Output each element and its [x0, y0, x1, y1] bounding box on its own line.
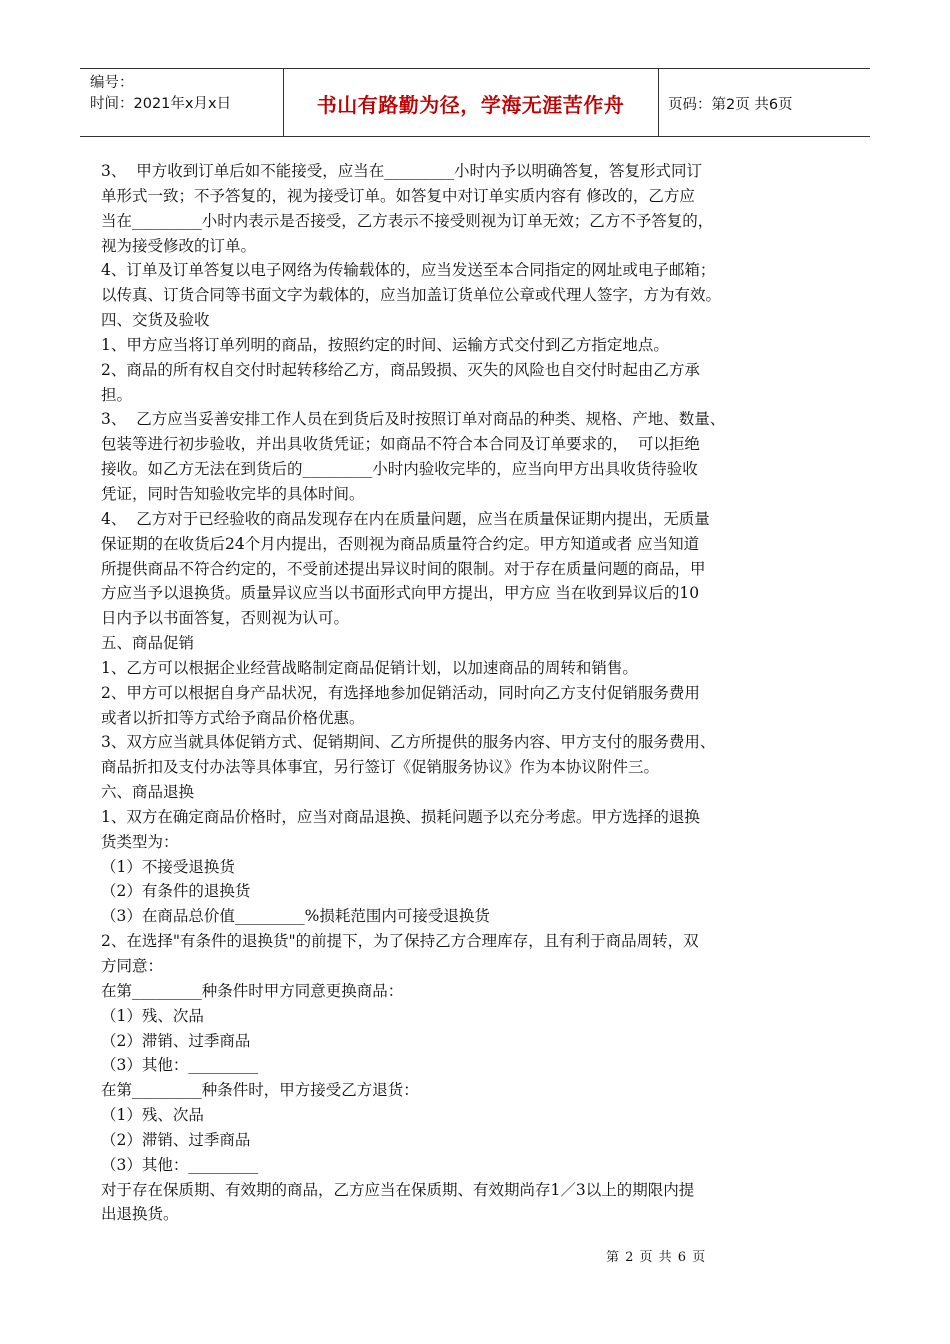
text-line: 接收。如乙方无法在到货后的_________小时内验收完毕的，应当向甲方出具收货待验收 [101, 460, 698, 479]
text-line: 3、双方应当就具体促销方式、促销期间、乙方所提供的服务内容、甲方支付的服务费用、 [101, 733, 716, 752]
text-line: （1）不接受退换货 [101, 857, 235, 876]
text-line: 所提供商品不符合约定的，不受前述提出异议时间的限制。对于存在质量问题的商品，甲 [101, 559, 706, 578]
text-line: （1）残、次品 [101, 1106, 204, 1125]
text-line: 商品折扣及支付办法等具体事宜，另行签订《促销服务协议》作为本协议附件三。 [101, 758, 660, 777]
text-line: 1、甲方应当将订单列明的商品，按照约定的时间、运输方式交付到乙方指定地点。 [101, 335, 669, 354]
document-date-label: 时间：2021年x月x日 [90, 96, 232, 112]
text-line: 担。 [101, 385, 133, 404]
header-table [80, 68, 870, 137]
text-line: （2）滞销、过季商品 [101, 1031, 251, 1050]
text-line: 出退换货。 [101, 1205, 179, 1224]
text-line: （2）有条件的退换货 [101, 882, 251, 901]
text-line: 3、 甲方收到订单后如不能接受，应当在_________小时内予以明确答复，答复形式同订 [101, 162, 702, 180]
text-line: 3、 乙方应当妥善安排工作人员在到货后及时按照订单对商品的种类、规格、产地、数量、 [101, 410, 726, 429]
text-line: 五、商品促销 [101, 634, 195, 653]
text-line: 2、甲方可以根据自身产品状况，有选择地参加促销活动，同时向乙方支付促销服务费用 [101, 683, 700, 702]
text-line: 4、订单及订单答复以电子网络为传输载体的，应当发送至本合同指定的网址或电子邮箱； [101, 261, 716, 280]
text-line: 1、乙方可以根据企业经营战略制定商品促销计划，以加速商品的周转和销售。 [101, 658, 638, 677]
document-body [101, 159, 861, 1227]
text-line: 单形式一致；不予答复的，视为接受订单。如答复中对订单实质内容有 修改的，乙方应 [101, 186, 695, 205]
text-line: 包装等进行初步验收，并出具收货凭证；如商品不符合本合同及订单要求的， 可以拒绝 [101, 435, 700, 454]
text-line: （3）在商品总价值_________%损耗范围内可接受退换货 [101, 907, 490, 926]
text-line: 方应当予以退换货。质量异议应当以书面形式向甲方提出，甲方应 当在收到异议后的10 [101, 584, 700, 603]
text-line: （3）其他：_________ [101, 1155, 259, 1174]
text-line: 当在_________小时内表示是否接受，乙方表示不接受则视为订单无效；乙方不予答复的， [101, 211, 714, 230]
text-line: 货类型为： [101, 832, 179, 851]
header-divider [658, 69, 659, 136]
text-line: 或者以折扣等方式给予商品价格优惠。 [101, 708, 365, 727]
text-line: 2、商品的所有权自交付时起转移给乙方，商品毁损、灭失的风险也自交付时起由乙方承 [101, 360, 700, 379]
text-line: （3）其他：_________ [101, 1056, 259, 1075]
text-line: 以传真、订货合同等书面文字为载体的，应当加盖订货单位公章或代理人签字，方为有效。 [101, 286, 722, 305]
text-line: 保证期的在收货后24个月内提出，否则视为商品质量符合约定。甲方知道或者 应当知道 [101, 534, 700, 553]
text-line: 日内予以书面答复，否则视为认可。 [101, 609, 350, 628]
page-footer: 第 2 页 共 6 页 [606, 1250, 707, 1265]
text-line: 1、双方在确定商品价格时，应当对商品退换、损耗问题予以充分考虑。甲方选择的退换 [101, 807, 700, 826]
text-line: 方同意： [101, 957, 164, 975]
text-line: 六、商品退换 [101, 783, 195, 802]
text-line: （1）残、次品 [101, 1006, 204, 1025]
text-line: 4、 乙方对于已经验收的商品发现存在内在质量问题，应当在质量保证期内提出，无质量 [101, 509, 710, 528]
document-number-label: 编号： [90, 75, 134, 91]
text-line: 凭证，同时告知验收完毕的具体时间。 [101, 484, 365, 503]
header-motto: 书山有路勤为径，学海无涯苦作舟 [316, 93, 625, 117]
text-line: 四、交货及验收 [101, 311, 210, 330]
header-meta [90, 73, 231, 115]
text-line: 在第_________种条件时，甲方接受乙方退货： [101, 1081, 419, 1100]
header-page-number: 页码：第2页 共6页 [668, 97, 793, 113]
text-line: 2、在选择"有条件的退换货"的前提下，为了保持乙方合理库存，且有利于商品周转，双 [101, 932, 699, 951]
text-line: 视为接受修改的订单。 [101, 236, 257, 255]
text-line: 在第_________种条件时甲方同意更换商品： [101, 981, 404, 1000]
text-line: 对于存在保质期、有效期的商品，乙方应当在保质期、有效期尚存1／3以上的期限内提 [101, 1180, 695, 1199]
text-line: （2）滞销、过季商品 [101, 1130, 251, 1149]
